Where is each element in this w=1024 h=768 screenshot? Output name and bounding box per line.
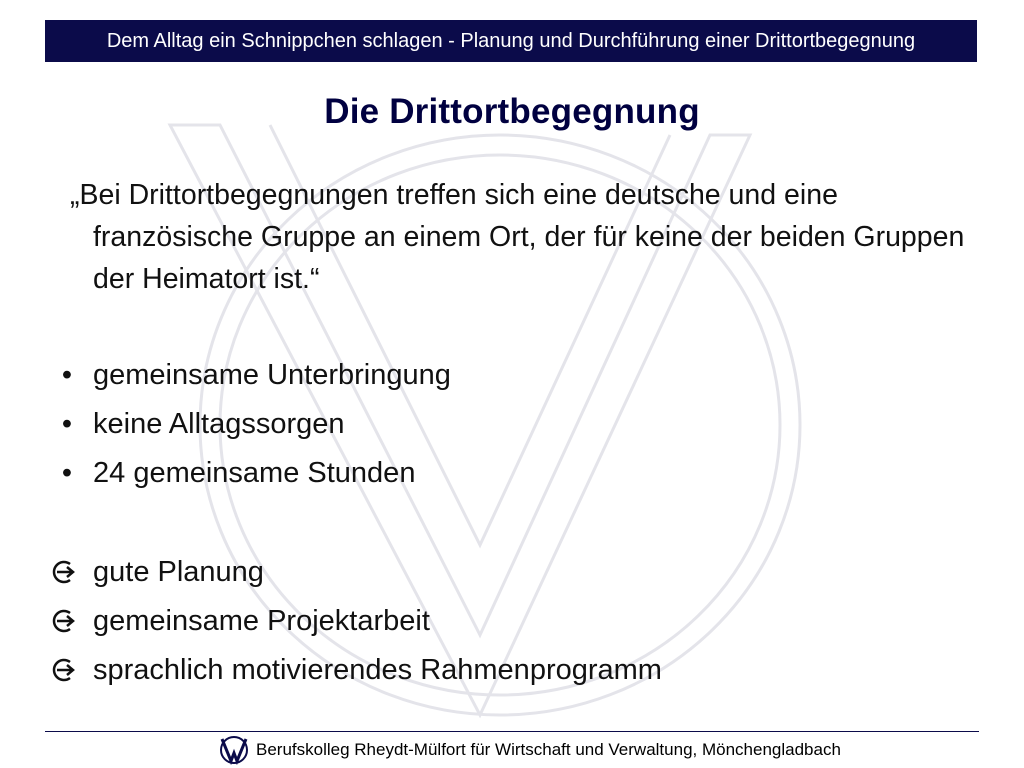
header-bar <box>45 20 977 62</box>
list-item <box>48 599 948 648</box>
footer-divider <box>45 731 979 732</box>
header-text: Dem Alltag ein Schnippchen schlagen - Planung und Durchführung einer Drittortbegegnung <box>106 29 916 52</box>
page-title: Die Drittortbegegnung <box>324 92 700 131</box>
quote-text: „Bei Drittortbegegnungen treffen sich eine deutsche und eine französische Gruppe an einem Ort, der für keine der beiden Gruppen der Heimatort ist.“ <box>70 179 965 295</box>
footer <box>218 734 841 766</box>
list-item-label: keine Alltagssorgen <box>93 408 345 440</box>
list-item <box>48 451 948 500</box>
list-item <box>48 648 948 697</box>
list-item <box>48 353 948 402</box>
list-item-label: gemeinsame Projektarbeit <box>93 605 430 637</box>
arrow-list <box>48 550 948 697</box>
list-item <box>48 550 948 599</box>
bullet-icon: • <box>61 359 73 391</box>
list-item-label: 24 gemeinsame Stunden <box>93 457 416 489</box>
list-item-label: sprachlich motivierendes Rahmenprogramm <box>93 654 662 686</box>
footer-text: Berufskolleg Rheydt-Mülfort für Wirtschaft und Verwaltung, Mönchengladbach <box>256 740 841 759</box>
school-logo-icon <box>218 735 250 765</box>
bullet-icon: • <box>61 408 73 440</box>
arrow-right-icon <box>48 559 78 585</box>
list-item-label: gute Planung <box>93 556 264 588</box>
arrow-right-icon <box>48 608 78 634</box>
bullet-list <box>48 353 948 500</box>
bullet-icon: • <box>61 457 73 489</box>
list-item <box>48 402 948 451</box>
list-item-label: gemeinsame Unterbringung <box>93 359 451 391</box>
arrow-right-icon <box>48 657 78 683</box>
